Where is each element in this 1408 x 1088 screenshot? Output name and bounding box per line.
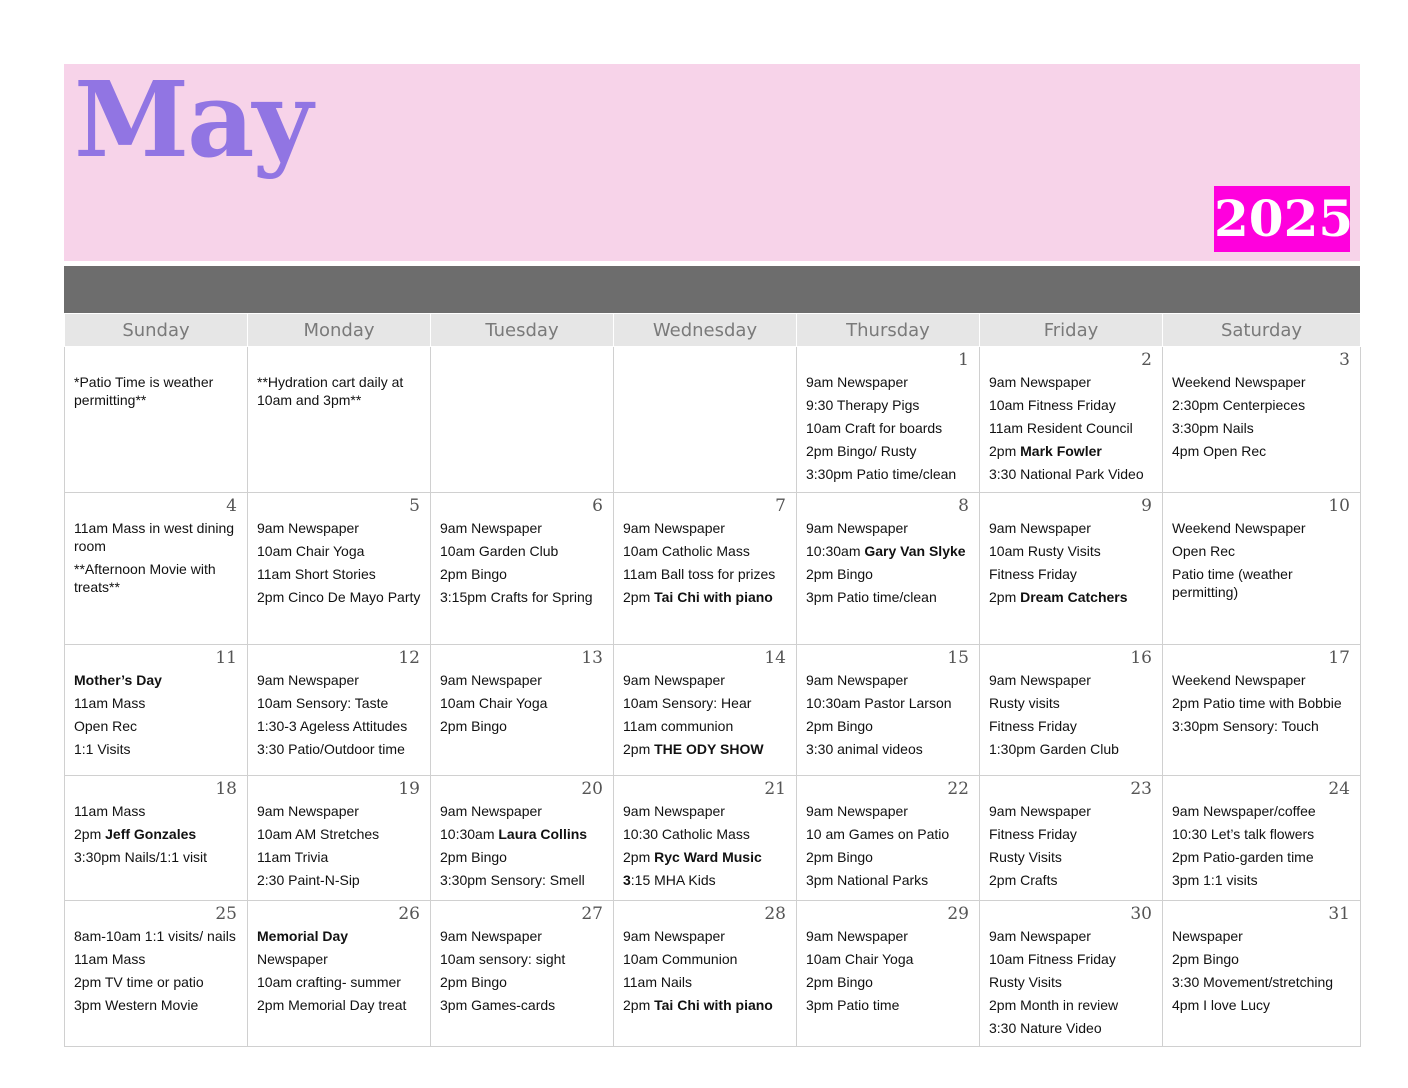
event-item: 10am Chair Yoga (440, 695, 548, 711)
day-cell (65, 347, 248, 493)
day-number: 22 (947, 779, 969, 799)
event-highlight: THE ODY SHOW (654, 741, 764, 757)
event-item: Open Rec (74, 718, 138, 734)
event-item: 9am Newspaper (440, 928, 542, 944)
day-cell (248, 901, 431, 1047)
day-number: 30 (1130, 904, 1152, 924)
day-cell (614, 901, 797, 1047)
event-item: 10am Chair Yoga (257, 543, 365, 559)
day-number: 6 (592, 496, 603, 516)
event-item: 10am Sensory: Taste (257, 695, 389, 711)
event-item: 3pm National Parks (806, 872, 929, 888)
event-item: Rusty Visits (989, 849, 1062, 865)
day-number: 20 (581, 779, 603, 799)
day-cell (65, 776, 248, 901)
event-item: 11am Mass (74, 695, 146, 711)
event-item: Weekend Newspaper (1172, 672, 1306, 688)
event-item: 2pm Bingo (440, 566, 507, 582)
event-item: 9am Newspaper (806, 374, 908, 390)
event-item (74, 825, 239, 843)
event-item (440, 825, 605, 843)
day-number: 10 (1328, 496, 1350, 516)
day-cell (1163, 901, 1361, 1047)
day-cell (1163, 776, 1361, 901)
day-cell (65, 493, 248, 645)
day-number (440, 351, 605, 373)
event-item: 3:30 Nature Video (989, 1020, 1102, 1036)
event-item: 9am Newspaper (440, 672, 542, 688)
day-number: 5 (409, 496, 420, 516)
day-cell (980, 493, 1163, 645)
event-item: 9am Newspaper/coffee (1172, 803, 1316, 819)
event-item: 10am Catholic Mass (623, 543, 750, 559)
event-time: 2pm (989, 589, 1021, 605)
event-item: 11am Mass in west dining room (74, 520, 235, 554)
week-row (65, 493, 1361, 645)
event-item: 11am Short Stories (257, 566, 376, 582)
day-number: 28 (764, 904, 786, 924)
event-item: Fitness Friday (989, 566, 1077, 582)
day-cell (1163, 645, 1361, 776)
day-cell (248, 645, 431, 776)
event-item: Weekend Newspaper (1172, 374, 1306, 390)
weekday-label: Friday (980, 314, 1163, 347)
event-highlight: Laura Collins (498, 826, 588, 842)
event-item: 2pm Crafts (989, 872, 1058, 888)
event-item: 3:30pm Nails/1:1 visit (74, 849, 208, 865)
day-cell (65, 645, 248, 776)
day-number: 11 (215, 648, 237, 668)
event-item: 10am Chair Yoga (806, 951, 914, 967)
day-number: 31 (1328, 904, 1350, 924)
day-cell (980, 347, 1163, 493)
day-cell (248, 493, 431, 645)
event-item: **Hydration cart daily at 10am and 3pm** (257, 374, 404, 408)
event-item: 2pm Bingo (806, 849, 873, 865)
event-item: 2:30 Paint-N-Sip (257, 872, 360, 888)
event-item: 11am Ball toss for prizes (623, 566, 776, 582)
event-time: 2pm (623, 997, 655, 1013)
event-item: 10am Fitness Friday (989, 397, 1116, 413)
event-item: 10am crafting- summer (257, 974, 401, 990)
event-item: 9am Newspaper (440, 803, 542, 819)
event-item (623, 740, 788, 758)
event-item: 4pm I love Lucy (1172, 997, 1271, 1013)
event-item: Fitness Friday (989, 826, 1077, 842)
day-cell (248, 347, 431, 493)
day-cell (431, 645, 614, 776)
calendar-grid (64, 313, 1361, 1047)
event-item: 10am Rusty Visits (989, 543, 1101, 559)
event-item: Rusty visits (989, 695, 1060, 711)
event-item: Newspaper (1172, 928, 1243, 944)
event-item: Patio time (weather permitting) (1172, 566, 1293, 600)
day-number: 27 (581, 904, 603, 924)
day-number: 17 (1328, 648, 1350, 668)
day-number: 4 (226, 496, 237, 516)
event-item: 9am Newspaper (806, 672, 908, 688)
day-cell (1163, 347, 1361, 493)
day-cell (797, 493, 980, 645)
day-cell (431, 493, 614, 645)
event-item: 10 am Games on Patio (806, 826, 950, 842)
event-time: 2pm (74, 826, 106, 842)
event-item: 3pm Patio time/clean (806, 589, 937, 605)
day-cell (797, 347, 980, 493)
event-item: 10am Craft for boards (806, 420, 943, 436)
event-time: 2pm (623, 741, 655, 757)
event-item: 2pm Bingo (806, 566, 873, 582)
event-item: 9am Newspaper (989, 928, 1091, 944)
year-badge: 2025 (1214, 186, 1350, 252)
event-item (989, 442, 1154, 460)
event-item: 9am Newspaper (257, 672, 359, 688)
event-item: 1:1 Visits (74, 741, 131, 757)
event-item: 3:30 Patio/Outdoor time (257, 741, 405, 757)
event-item: 3:30pm Nails (1172, 420, 1254, 436)
event-item: 2pm Month in review (989, 997, 1119, 1013)
day-cell (1163, 493, 1361, 645)
day-number: 1 (958, 350, 969, 370)
event-item: 10am AM Stretches (257, 826, 380, 842)
event-time: 2pm (623, 589, 655, 605)
event-highlight: Memorial Day (257, 928, 349, 944)
event-item: 3pm Western Movie (74, 997, 199, 1013)
day-number: 21 (764, 779, 786, 799)
event-item: 11am Nails (623, 974, 692, 990)
day-cell (614, 776, 797, 901)
event-item: 3pm Patio time (806, 997, 900, 1013)
event-item: Rusty Visits (989, 974, 1062, 990)
weekday-label: Thursday (797, 314, 980, 347)
event-item: Fitness Friday (989, 718, 1077, 734)
event-highlight: Tai Chi with piano (654, 589, 773, 605)
event-item: 9am Newspaper (257, 520, 359, 536)
event-item: 1:30-3 Ageless Attitudes (257, 718, 408, 734)
event-item: 2:30pm Centerpieces (1172, 397, 1306, 413)
event-item: 9am Newspaper (989, 803, 1091, 819)
event-item: 10:30am Pastor Larson (806, 695, 952, 711)
event-item (257, 927, 422, 945)
calendar-header (64, 58, 1360, 261)
day-number: 18 (215, 779, 237, 799)
event-highlight: Mother’s Day (74, 672, 162, 688)
event-item (623, 848, 788, 866)
event-item: 2pm Bingo (806, 974, 873, 990)
event-highlight: 3 (623, 872, 631, 888)
weekday-label: Sunday (65, 314, 248, 347)
event-item: 3:30 animal videos (806, 741, 923, 757)
event-item: 3:15pm Crafts for Spring (440, 589, 593, 605)
day-cell (614, 493, 797, 645)
event-item: 9am Newspaper (806, 928, 908, 944)
event-item: 2pm Patio time with Bobbie (1172, 695, 1342, 711)
weekday-label: Wednesday (614, 314, 797, 347)
day-cell (614, 347, 797, 493)
event-item: 9am Newspaper (440, 520, 542, 536)
event-time: 2pm (623, 849, 655, 865)
day-cell (797, 645, 980, 776)
week-row (65, 901, 1361, 1047)
event-item: 10:30 Catholic Mass (623, 826, 750, 842)
event-item: 2pm Bingo (806, 718, 873, 734)
event-item (623, 588, 788, 606)
event-item: 9am Newspaper (806, 803, 908, 819)
day-number: 2 (1141, 350, 1152, 370)
event-highlight: Dream Catchers (1020, 589, 1128, 605)
event-item: 9am Newspaper (623, 672, 725, 688)
weekday-label: Tuesday (431, 314, 614, 347)
week-row (65, 347, 1361, 493)
day-cell (797, 901, 980, 1047)
day-number: 24 (1328, 779, 1350, 799)
day-cell (431, 901, 614, 1047)
event-item: 2pm Patio-garden time (1172, 849, 1314, 865)
event-highlight: Tai Chi with piano (654, 997, 773, 1013)
event-item: 9am Newspaper (623, 928, 725, 944)
day-number (623, 351, 788, 373)
event-item: 3:30pm Sensory: Touch (1172, 718, 1319, 734)
day-number: 8 (958, 496, 969, 516)
day-cell (797, 776, 980, 901)
week-row (65, 776, 1361, 901)
event-item: Open Rec (1172, 543, 1236, 559)
event-item: 3:30pm Patio time/clean (806, 466, 957, 482)
event-item: 9am Newspaper (989, 520, 1091, 536)
event-item: 3pm 1:1 visits (1172, 872, 1258, 888)
event-item: 9:30 Therapy Pigs (806, 397, 920, 413)
event-item: 11am Mass (74, 951, 146, 967)
weekday-label: Saturday (1163, 314, 1361, 347)
event-item: 2pm Bingo (440, 718, 507, 734)
event-highlight: Ryc Ward Music (654, 849, 762, 865)
header-band (64, 266, 1360, 313)
event-item: 9am Newspaper (623, 803, 725, 819)
day-cell (248, 776, 431, 901)
event-item: 9am Newspaper (989, 672, 1091, 688)
month-title: May (74, 58, 311, 181)
event-item: 3pm Games-cards (440, 997, 556, 1013)
day-number: 3 (1339, 350, 1350, 370)
event-item: 1:30pm Garden Club (989, 741, 1119, 757)
event-item: Weekend Newspaper (1172, 520, 1306, 536)
event-item: 2pm Bingo (440, 974, 507, 990)
event-item (623, 871, 788, 889)
event-item: 3:30pm Sensory: Smell (440, 872, 585, 888)
event-item: **Afternoon Movie with treats** (74, 561, 216, 595)
event-item: 2pm Bingo/ Rusty (806, 443, 917, 459)
event-item: 9am Newspaper (806, 520, 908, 536)
day-number: 7 (775, 496, 786, 516)
day-number: 12 (398, 648, 420, 668)
event-item: 10am Communion (623, 951, 738, 967)
event-highlight: Mark Fowler (1020, 443, 1102, 459)
event-item (806, 542, 971, 560)
day-number: 26 (398, 904, 420, 924)
event-item: 11am communion (623, 718, 734, 734)
event-detail: :15 MHA Kids (630, 872, 716, 888)
event-item: 10am Sensory: Hear (623, 695, 752, 711)
day-number (74, 351, 239, 373)
day-number: 14 (764, 648, 786, 668)
day-number: 29 (947, 904, 969, 924)
day-number: 13 (581, 648, 603, 668)
event-item: 2pm Bingo (440, 849, 507, 865)
day-cell (980, 645, 1163, 776)
event-time: 2pm (989, 443, 1021, 459)
day-number: 15 (947, 648, 969, 668)
event-item (623, 996, 788, 1014)
event-item: 10am sensory: sight (440, 951, 566, 967)
event-item: 9am Newspaper (989, 374, 1091, 390)
event-highlight: Jeff Gonzales (105, 826, 197, 842)
day-number: 23 (1130, 779, 1152, 799)
event-item: 9am Newspaper (257, 803, 359, 819)
event-item: 4pm Open Rec (1172, 443, 1267, 459)
event-item: 9am Newspaper (623, 520, 725, 536)
event-item: 2pm Cinco De Mayo Party (257, 589, 421, 605)
day-number: 16 (1130, 648, 1152, 668)
event-item: 10:30 Let’s talk flowers (1172, 826, 1315, 842)
weekday-header-row (65, 314, 1361, 347)
event-time: 10:30am (806, 543, 865, 559)
day-cell (980, 776, 1163, 901)
event-item: 8am-10am 1:1 visits/ nails (74, 928, 236, 944)
event-item: 2pm TV time or patio (74, 974, 204, 990)
day-number (257, 351, 422, 373)
event-item: 3:30 Movement/stretching (1172, 974, 1334, 990)
week-row (65, 645, 1361, 776)
event-item: 11am Resident Council (989, 420, 1133, 436)
event-item (74, 671, 239, 689)
event-item: Newspaper (257, 951, 328, 967)
day-cell (980, 901, 1163, 1047)
event-item: 10am Garden Club (440, 543, 559, 559)
day-number: 9 (1141, 496, 1152, 516)
event-item: 11am Trivia (257, 849, 329, 865)
day-cell (431, 347, 614, 493)
day-cell (65, 901, 248, 1047)
event-item: 2pm Memorial Day treat (257, 997, 407, 1013)
event-highlight: Gary Van Slyke (864, 543, 966, 559)
event-item: 2pm Bingo (1172, 951, 1239, 967)
event-item (989, 588, 1154, 606)
event-item: 10am Fitness Friday (989, 951, 1116, 967)
event-item: 11am Mass (74, 803, 146, 819)
day-cell (614, 645, 797, 776)
weekday-label: Monday (248, 314, 431, 347)
event-item: 3:30 National Park Video (989, 466, 1144, 482)
event-time: 10:30am (440, 826, 499, 842)
event-item: *Patio Time is weather permitting** (74, 374, 214, 408)
day-cell (431, 776, 614, 901)
day-number: 25 (215, 904, 237, 924)
day-number: 19 (398, 779, 420, 799)
